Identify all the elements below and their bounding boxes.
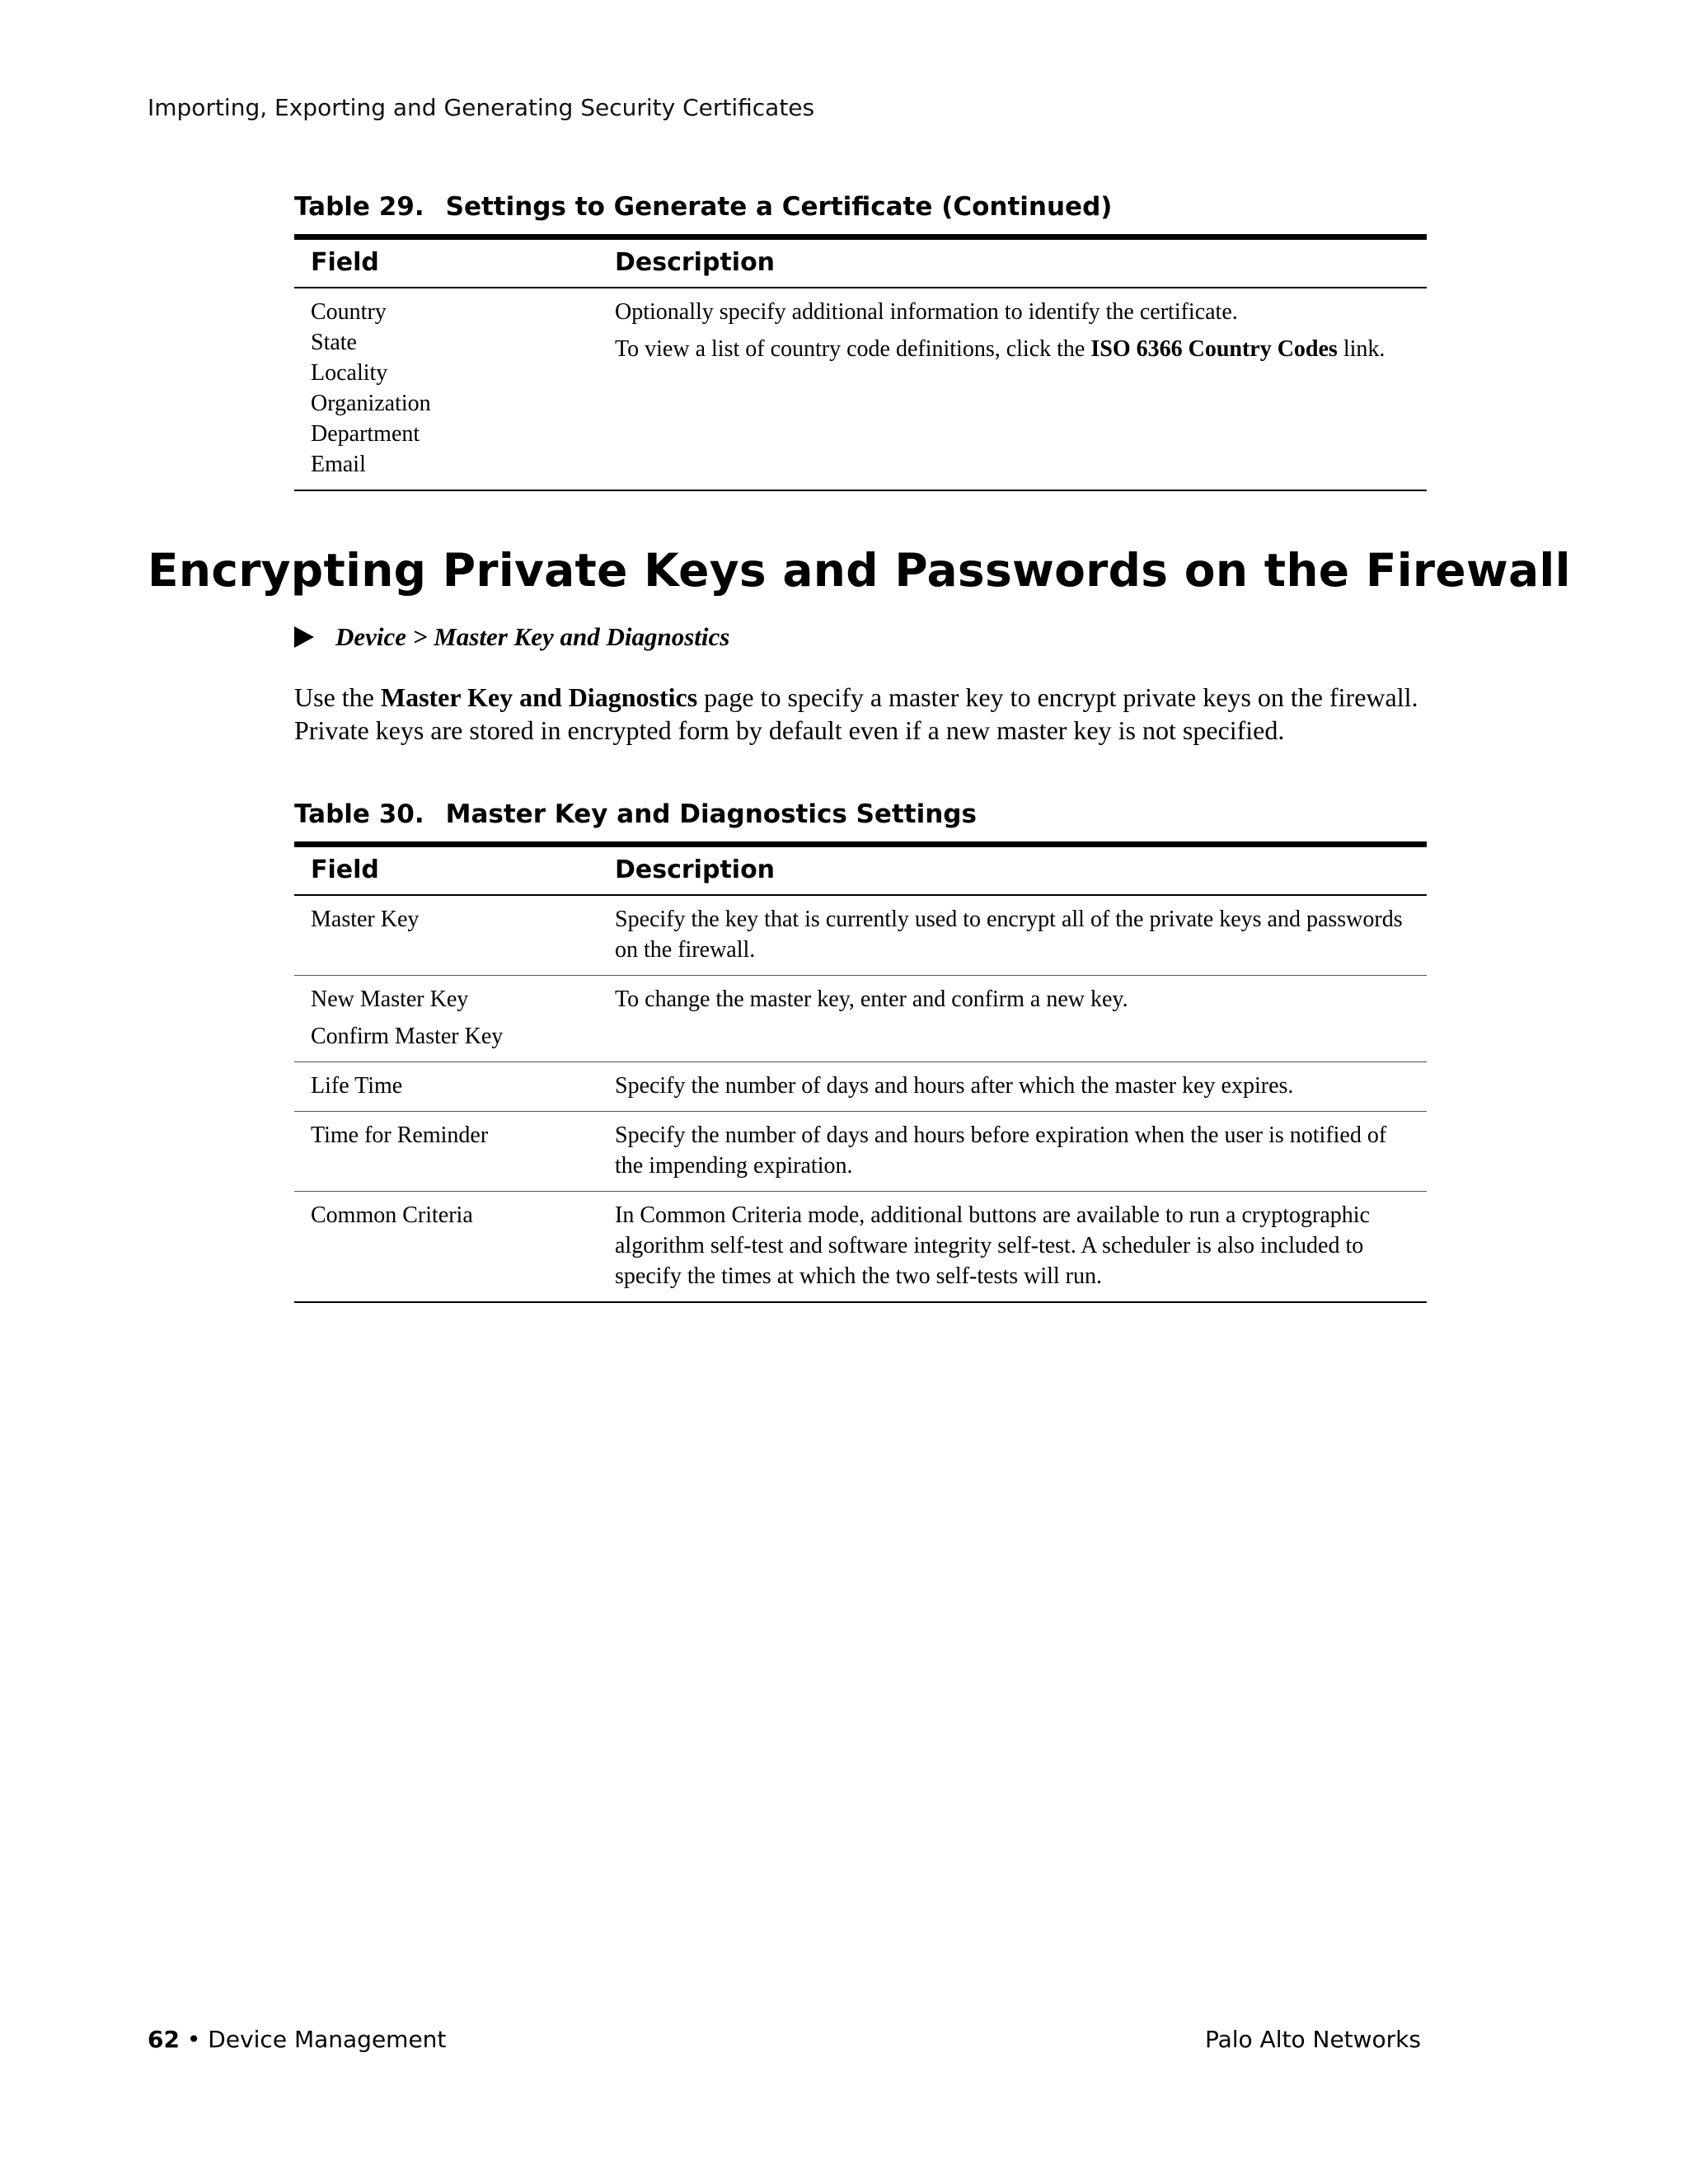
iso-country-codes-link-label: ISO 6366 Country Codes <box>1090 336 1338 362</box>
table-row <box>294 1062 1427 1112</box>
field-cell <box>294 288 598 490</box>
field-cell: Life Time <box>294 1062 598 1112</box>
page-number: 62 <box>148 2026 180 2053</box>
column-header-field: Field <box>294 237 598 288</box>
table-30-number: Table 30. <box>294 799 424 829</box>
footer-left <box>148 2026 446 2053</box>
intro-bold-page-name: Master Key and Diagnostics <box>380 682 698 712</box>
description-cell: In Common Criteria mode, additional buttons are available to run a cryptographic algorithm self-test and software integrity self-test. A scheduler is also included to specify the times at which the two self-tests will run. <box>615 1202 1370 1289</box>
running-header: Importing, Exporting and Generating Security Certificates <box>148 94 815 121</box>
description-cell: Specify the number of days and hours after which the master key expires. <box>598 1062 1427 1112</box>
field-locality: Locality <box>311 360 388 386</box>
table-row <box>294 976 1427 1062</box>
column-header-field: Field <box>294 845 598 896</box>
field-name: New Master Key <box>311 987 469 1012</box>
table-29-number: Table 29. <box>294 192 424 222</box>
field-cell: Time for Reminder <box>294 1112 598 1192</box>
intro-text: Use the <box>294 682 381 712</box>
field-country: Country <box>311 299 387 325</box>
navigation-path <box>294 622 729 652</box>
table-29 <box>294 234 1427 491</box>
column-header-description: Description <box>598 845 1427 896</box>
intro-text: page to specify a master key to encrypt private keys on the firewall. Private keys are stored in encrypted form by default even if a new master key is not specified. <box>294 682 1418 745</box>
description-line <box>615 334 1410 364</box>
description-cell: Specify the number of days and hours before expiration when the user is notified of the impending expiration. <box>598 1112 1427 1192</box>
field-department: Department <box>311 421 420 447</box>
table-29-caption <box>294 192 1112 222</box>
field-cell <box>294 976 598 1062</box>
footer-company: Palo Alto Networks <box>1204 2026 1421 2053</box>
field-email: Email <box>311 452 366 477</box>
table-30 <box>294 841 1427 1303</box>
triangle-arrow-icon <box>294 626 314 648</box>
field-name: Confirm Master Key <box>311 1024 504 1049</box>
column-header-description: Description <box>598 237 1427 288</box>
description-line: Optionally specify additional information to identify the certificate. <box>615 299 1238 325</box>
section-heading: Encrypting Private Keys and Passwords on the Firewall <box>148 544 1571 597</box>
navigation-path-text: Device > Master Key and Diagnostics <box>335 622 730 651</box>
table-header-row <box>294 237 1427 288</box>
footer-bullet: • <box>186 2026 201 2053</box>
field-state: State <box>311 330 357 355</box>
field-organization: Organization <box>311 391 431 416</box>
intro-paragraph <box>294 681 1440 747</box>
field-cell: Master Key <box>294 895 598 976</box>
table-30-title: Master Key and Diagnostics Settings <box>445 799 977 829</box>
description-cell: To change the master key, enter and confirm a new key. <box>598 976 1427 1062</box>
table-row <box>294 1112 1427 1192</box>
table-header-row <box>294 845 1427 896</box>
description-cell: Specify the key that is currently used to encrypt all of the private keys and passwords on the firewall. <box>598 895 1427 976</box>
description-text: To view a list of country code definitions, click the <box>615 336 1091 362</box>
footer-section: Device Management <box>208 2026 447 2053</box>
table-29-title: Settings to Generate a Certificate (Continued) <box>445 192 1113 222</box>
table-row <box>294 288 1427 490</box>
field-cell: Common Criteria <box>311 1202 473 1228</box>
description-cell <box>598 288 1427 490</box>
description-text: link. <box>1337 336 1386 362</box>
table-row <box>294 895 1427 976</box>
table-30-caption <box>294 799 977 829</box>
table-row <box>294 1192 1427 1303</box>
